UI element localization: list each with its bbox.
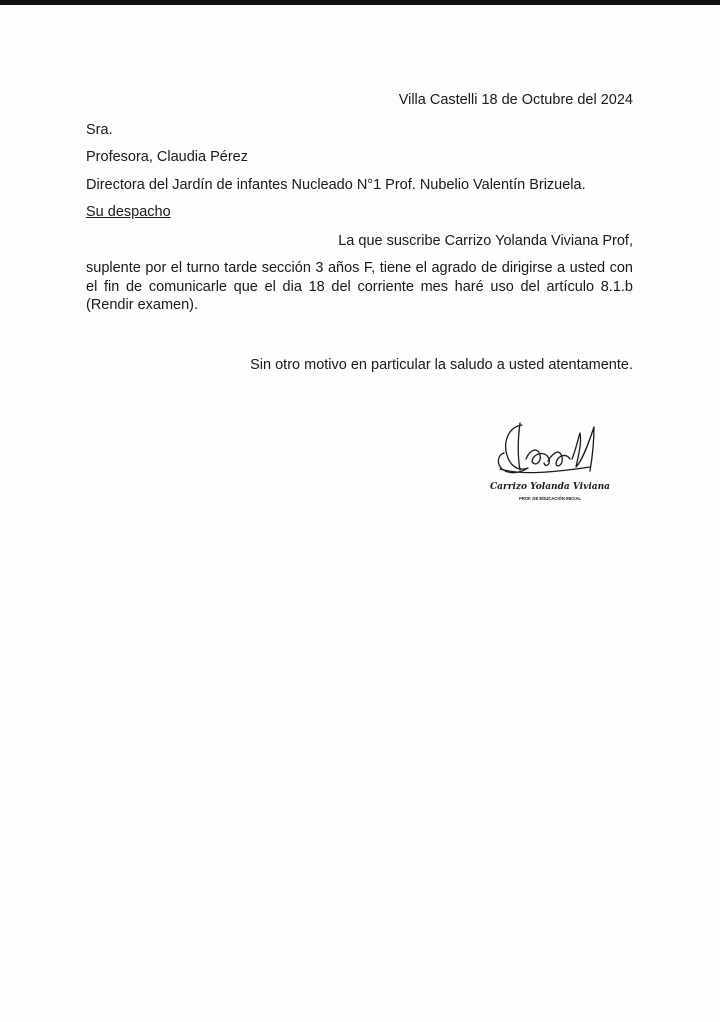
intro-line: La que suscribe Carrizo Yolanda Viviana Prof,	[338, 233, 633, 249]
body-paragraph: suplente por el turno tarde sección 3 años F, tiene el agrado de dirigirse a usted con el fin de comunicarle que el dia 18 del corriente mes haré uso del artículo 8.1.b (Rendir examen).	[86, 260, 633, 313]
signature-stroke	[548, 452, 570, 466]
signature-name: Carrizo Yolanda Viviana	[490, 482, 610, 492]
date-line: Villa Castelli 18 de Octubre del 2024	[398, 92, 633, 108]
handwritten-signature	[490, 413, 610, 508]
office-line: Su despacho	[86, 204, 171, 220]
signature-stroke	[572, 427, 594, 471]
letter-page	[0, 5, 720, 1022]
salutation: Sra.	[86, 122, 113, 138]
closing-line: Sin otro motivo en particular la saludo a usted atentamente.	[250, 357, 633, 373]
signature-stroke	[526, 450, 549, 465]
recipient-role: Directora del Jardín de infantes Nucleado N°1 Prof. Nubelio Valentín Brizuela.	[86, 177, 586, 193]
signature-stroke	[518, 423, 520, 470]
signature-title: PROF. DE EDUCACIÓN INICIAL	[518, 496, 582, 501]
recipient-name: Profesora, Claudia Pérez	[86, 149, 248, 165]
signature-stroke	[498, 425, 528, 473]
signature-stroke	[500, 467, 590, 473]
